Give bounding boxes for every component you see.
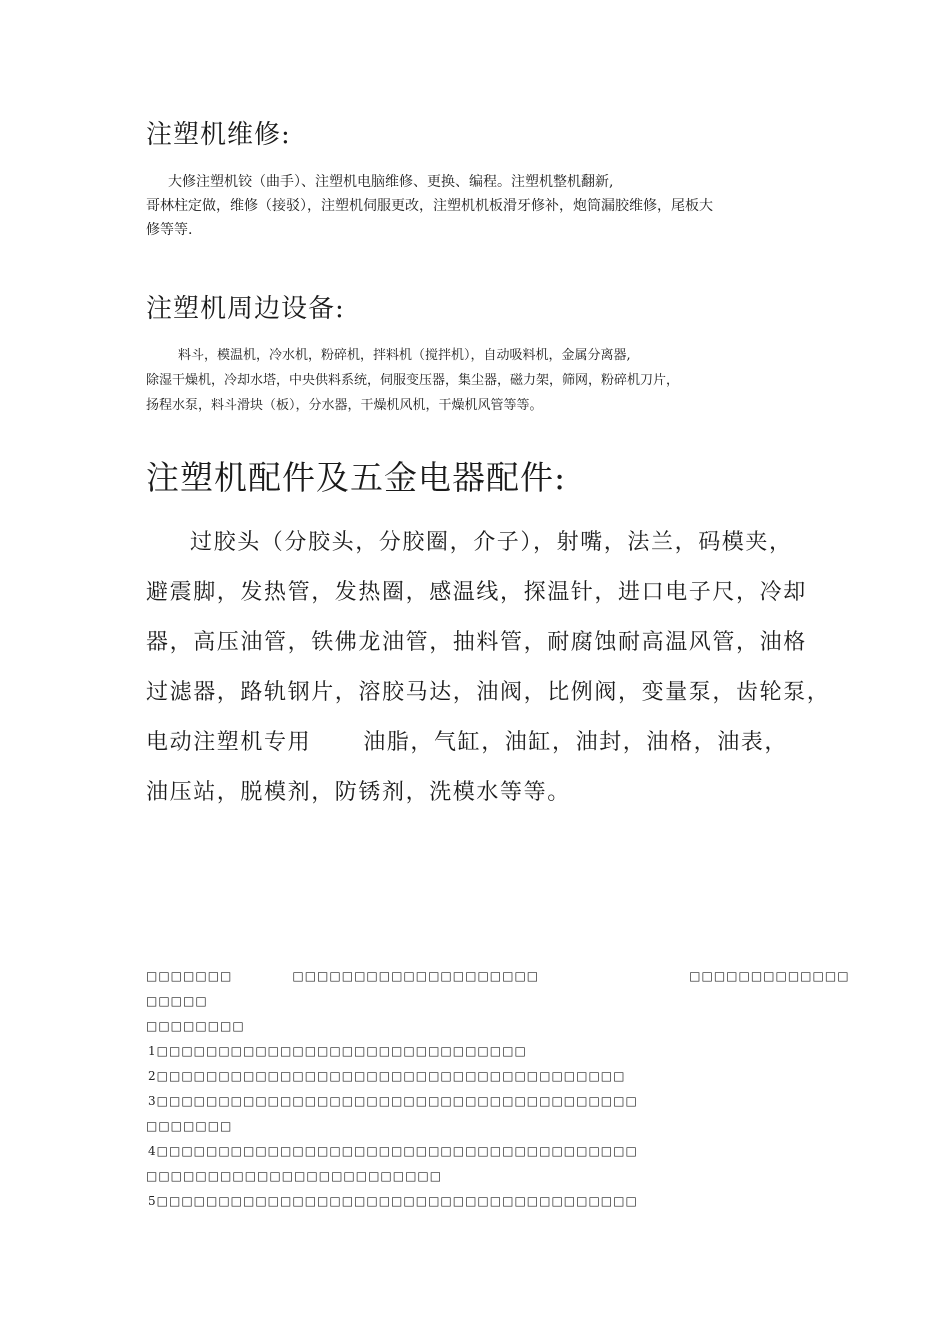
garbled-list-item bbox=[146, 1189, 850, 1214]
list-text: □□□□□□□□□□□□□□□□□□□□□□□□□□□□□□ bbox=[156, 1044, 527, 1058]
paragraph-line-part: 油脂，气缸，油缸，油封，油格，油表， bbox=[363, 730, 789, 755]
paragraph-peripherals bbox=[146, 343, 811, 418]
paragraph-line: 修等等. bbox=[146, 222, 193, 238]
paragraph-line bbox=[146, 718, 811, 768]
garbled-text-block bbox=[146, 964, 850, 1214]
garbled-list-item bbox=[146, 1064, 850, 1089]
paragraph-line: 避震脚，发热管，发热圈，感温线，探温针，进口电子尺，冷却 bbox=[146, 580, 807, 605]
list-number: 3 bbox=[148, 1094, 157, 1108]
paragraph-line: 过胶头（分胶头，分胶圈，介子），射嘴，法兰，码模夹， bbox=[190, 530, 793, 555]
garbled-line: □□□□□□□□□□□□□□□□□□□□□□□□ bbox=[146, 1169, 443, 1183]
paragraph-line: 器，高压油管，铁佛龙油管，抽料管，耐腐蚀耐高温风管，油格 bbox=[146, 630, 807, 655]
heading-peripherals: 注塑机周边设备: bbox=[146, 294, 345, 324]
garbled-line bbox=[146, 964, 850, 989]
garbled-line: □□□□□□□□ bbox=[146, 1019, 245, 1033]
garbled-segment: □□□□□□□□□□□□□□□□□□□□ bbox=[292, 969, 540, 983]
paragraph-line: 料斗，模温机，冷水机，粉碎机，拌料机（搅拌机），自动吸料机，金属分离器, bbox=[178, 348, 631, 363]
paragraph-line: 除湿干燥机，冷却水塔，中央供料系统，伺服变压器，集尘器，磁力架，筛网，粉碎机刀片， bbox=[146, 373, 680, 388]
garbled-list-item bbox=[146, 1089, 850, 1114]
garbled-segment: □□□□□□□□□□□□□ bbox=[689, 969, 850, 983]
paragraph-line: 过滤器，路轨钢片，溶胶马达，油阀，比例阀，变量泵，齿轮泵， bbox=[146, 680, 831, 705]
paragraph-repair bbox=[146, 170, 811, 242]
paragraph-line-part: 电动注塑机专用 bbox=[146, 730, 312, 755]
paragraph-parts bbox=[146, 518, 831, 818]
heading-parts: 注塑机配件及五金电器配件: bbox=[146, 458, 567, 497]
list-text: □□□□□□□□□□□□□□□□□□□□□□□□□□□□□□□□□□□□□□□ bbox=[156, 1144, 638, 1158]
list-number: 5 bbox=[148, 1194, 157, 1208]
garbled-line: □□□□□ bbox=[146, 994, 208, 1008]
garbled-list-item bbox=[146, 1139, 850, 1164]
paragraph-line: 哥林柱定做，维修（接驳），注塑机伺服更改，注塑机机板滑牙修补，炮筒漏胶维修，尾板大 bbox=[146, 198, 713, 214]
list-number: 1 bbox=[148, 1044, 157, 1058]
list-text: □□□□□□□□□□□□□□□□□□□□□□□□□□□□□□□□□□□□□□ bbox=[156, 1069, 626, 1083]
garbled-line: □□□□□□□ bbox=[146, 1119, 233, 1133]
garbled-list-item bbox=[146, 1039, 850, 1064]
list-text: □□□□□□□□□□□□□□□□□□□□□□□□□□□□□□□□□□□□□□□ bbox=[156, 1194, 638, 1208]
garbled-segment: □□□□□□□ bbox=[146, 969, 233, 983]
paragraph-line: 扬程水泵，料斗滑块（板），分水器，干燥机风机，干燥机风管等等。 bbox=[146, 398, 543, 413]
paragraph-line: 大修注塑机铰（曲手）、注塑机电脑维修、更换、编程。注塑机整机翻新, bbox=[168, 174, 614, 190]
list-number: 4 bbox=[148, 1144, 157, 1158]
paragraph-line: 油压站，脱模剂，防锈剂，洗模水等等。 bbox=[146, 780, 571, 805]
list-number: 2 bbox=[148, 1069, 157, 1083]
heading-repair: 注塑机维修: bbox=[146, 120, 291, 150]
list-text: □□□□□□□□□□□□□□□□□□□□□□□□□□□□□□□□□□□□□□□ bbox=[156, 1094, 638, 1108]
